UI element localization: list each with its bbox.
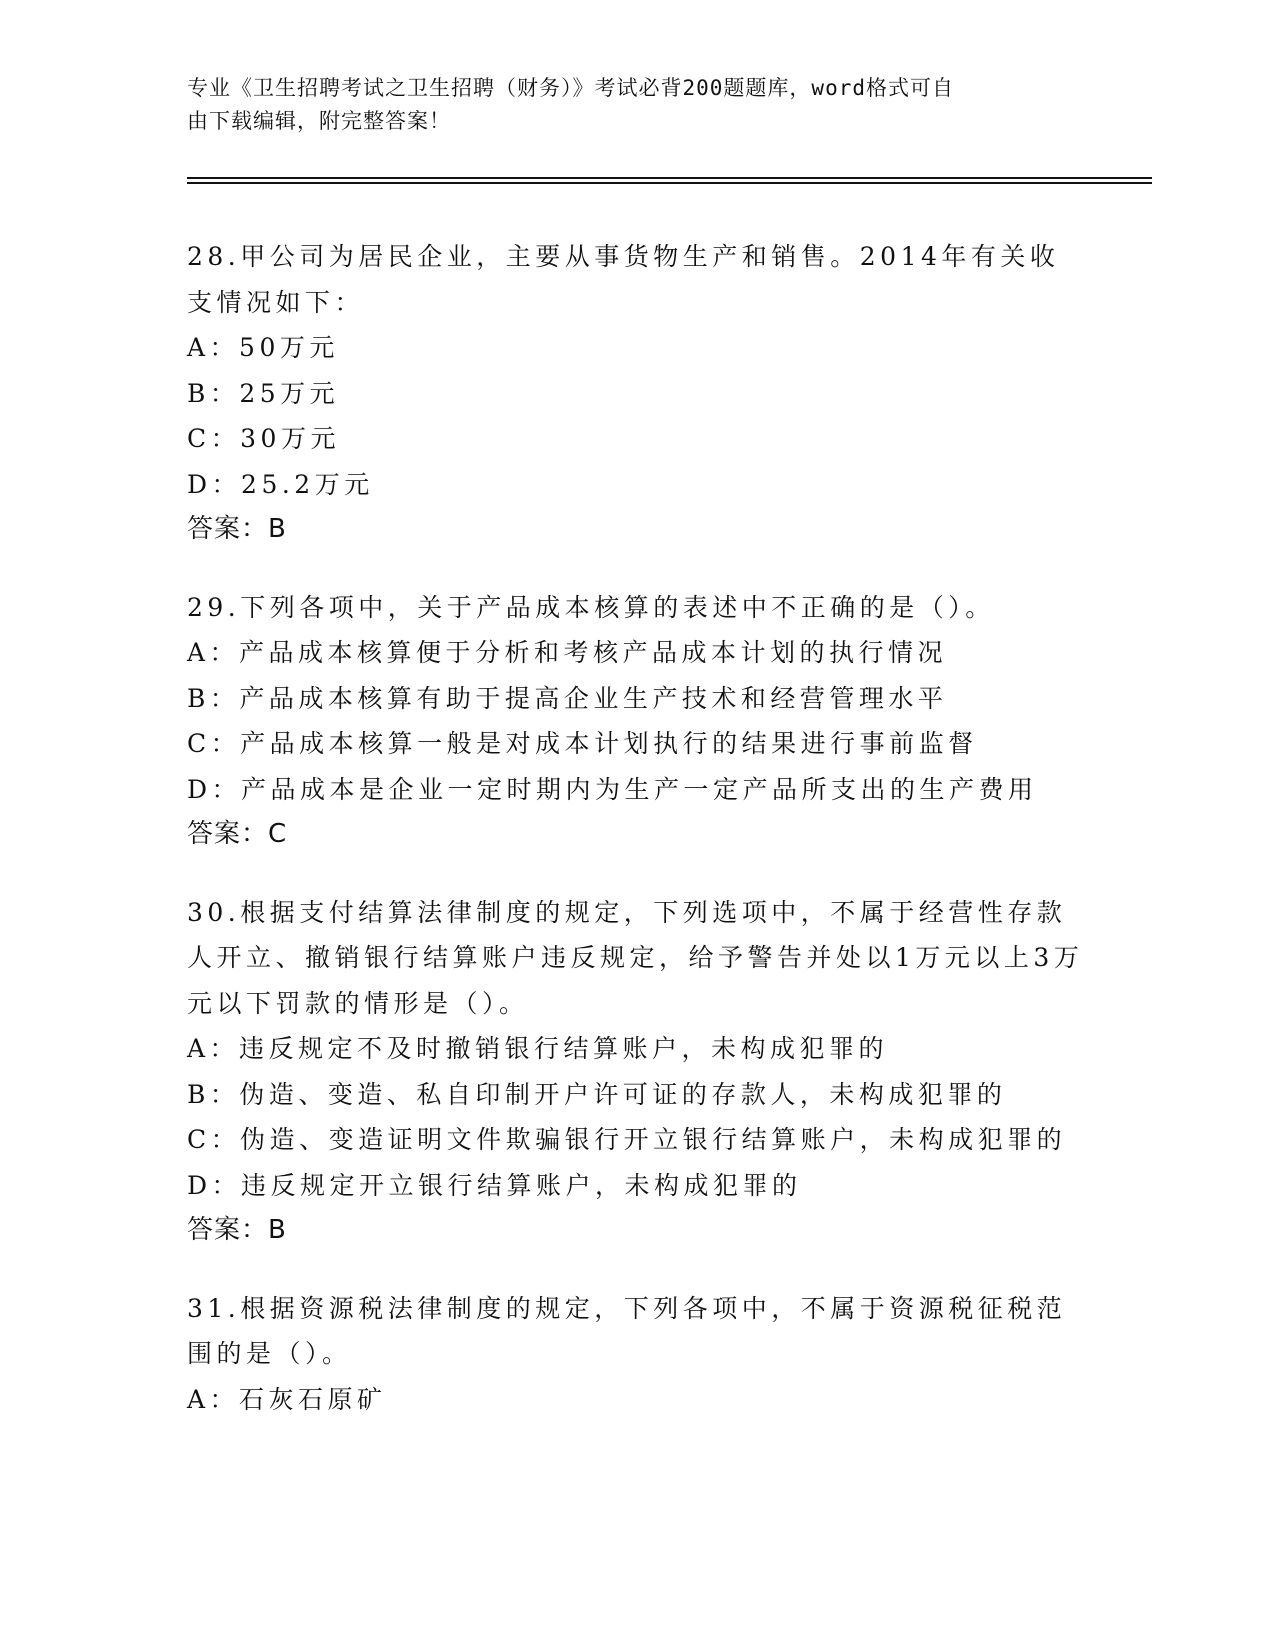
- question-28: [187, 234, 1087, 553]
- option-b: B：产品成本核算有助于提高企业生产技术和经营管理水平: [187, 683, 948, 713]
- option-a: A：50万元: [187, 333, 339, 362]
- option-a: A：产品成本核算便于分析和考核产品成本计划的执行情况: [187, 638, 948, 667]
- option-a: A：违反规定不及时撤销银行结算账户，未构成犯罪的: [187, 1034, 889, 1063]
- option-c: C：产品成本核算一般是对成本计划执行的结果进行事前监督: [187, 729, 978, 758]
- answer-line: 答案：B: [187, 1215, 287, 1245]
- option-d: D：违反规定开立银行结算账户，未构成犯罪的: [187, 1170, 802, 1200]
- header-divider-bottom: [187, 182, 1152, 184]
- header-line-1: 专业《卫生招聘考试之卫生招聘（财务）》考试必背200题题库，word格式可自: [187, 76, 954, 100]
- question-list: [187, 234, 1087, 1454]
- option-d: D：产品成本是企业一定时期内为生产一定产品所支出的生产费用: [187, 774, 1038, 804]
- question-30: [187, 890, 1087, 1254]
- option-b: B：25万元: [187, 378, 340, 408]
- question-stem: 30.根据支付结算法律制度的规定，下列选项中，不属于经营性存款人开立、撤销银行结算账户违反规定，给予警告并处以1万元以上3万元以下罚款的情形是（）。: [187, 897, 1084, 1018]
- option-c: C：伪造、变造证明文件欺骗银行开立银行结算账户，未构成犯罪的: [187, 1125, 1067, 1154]
- header-divider-top: [187, 177, 1152, 179]
- option-a: A：石灰石原矿: [187, 1384, 387, 1414]
- question-31: [187, 1286, 1087, 1423]
- question-stem: 29.下列各项中，关于产品成本核算的表述中不正确的是（）。: [187, 592, 995, 622]
- option-c: C：30万元: [187, 424, 340, 453]
- answer-line: 答案：B: [187, 514, 287, 544]
- question-29: [187, 585, 1087, 858]
- answer-line: 答案：C: [187, 819, 288, 849]
- question-stem: 31.根据资源税法律制度的规定，下列各项中，不属于资源税征税范围的是（）。: [187, 1293, 1067, 1368]
- header-line-2: 由下载编辑，附完整答案！: [187, 109, 451, 133]
- option-b: B：伪造、变造、私自印制开户许可证的存款人，未构成犯罪的: [187, 1079, 1007, 1109]
- option-d: D：25.2万元: [187, 469, 374, 499]
- document-header: [187, 72, 1067, 138]
- question-stem: 28.甲公司为居民企业，主要从事货物生产和销售。2014年有关收支情况如下：: [187, 242, 1060, 317]
